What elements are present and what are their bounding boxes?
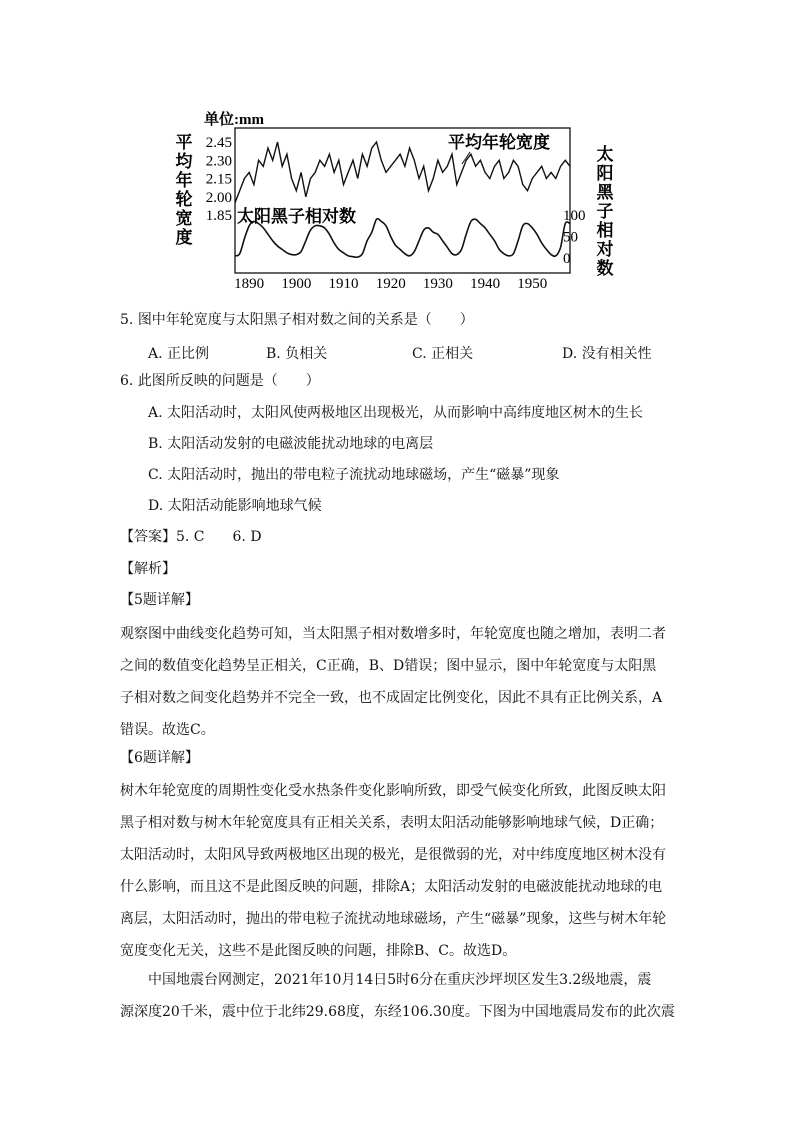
y-right-tick-label: 100: [563, 208, 586, 224]
text-line: 黑子相对数与树木年轮宽度具有正相关关系，表明太阳活动能够影响地球气候，D正确；: [120, 815, 664, 831]
tree-ring-annotation: 平均年轮宽度: [448, 133, 550, 153]
y-left-tick-label: 2.00: [205, 189, 232, 206]
text-line: 之间的数值变化趋势呈正相关，C正确，B、D错误；图中显示，图中年轮宽度与太阳黑: [120, 658, 657, 674]
option-b: B. 太阳活动发射的电磁波能扰动地球的电离层: [148, 436, 434, 452]
unit-label: 单位:mm: [204, 112, 264, 128]
sunspot-annotation: 太阳黑子相对数: [237, 207, 356, 227]
text-line: 离层，太阳活动时，抛出的带电粒子流扰动地球磁场，产生“磁暴”现象，这些与树木年轮: [120, 911, 667, 927]
y-left-tick-label: 1.85: [205, 208, 232, 224]
right-axis-label: [597, 144, 615, 279]
y-right-label-char: 对: [596, 240, 614, 260]
y-left-tick-label: 2.30: [205, 153, 232, 170]
text-line: 源深度20千米，震中位于北纬29.68度，东经106.30度。下图为中国地震局发布的此次震: [120, 1004, 675, 1020]
option-c: C. 太阳活动时，抛出的带电粒子流扰动地球磁场，产生“磁暴”现象: [148, 467, 560, 483]
x-tick-labels: [234, 276, 547, 290]
text-line: 观察图中曲线变化趋势可知，当太阳黑子相对数增多时，年轮宽度也随之增加，表明二者: [120, 626, 666, 642]
option-a: A. 正比例: [148, 346, 210, 362]
y-left-label-char: 均: [175, 152, 193, 172]
y-left-label-char: 年: [175, 171, 193, 191]
text-line: 树木年轮宽度的周期性变化受水热条件变化影响所致，即受气候变化所致，此图反映太阳: [120, 783, 666, 799]
text-line: 子相对数之间变化趋势并不完全一致，也不成固定比例变化，因此不具有正比例关系，A: [120, 690, 663, 706]
question-text: 图中年轮宽度与太阳黑子相对数之间的关系是（ ）: [137, 312, 474, 328]
x-tick-label: 1950: [517, 276, 548, 290]
y-right-label-char: 子: [596, 202, 614, 222]
question-6: [120, 374, 320, 388]
detail-6-label: 【6题详解】: [120, 750, 199, 766]
text-line: 宽度变化无关，这些不是此图反映的问题，排除B、C。故选D。: [120, 943, 517, 959]
x-tick-label: 1910: [328, 276, 359, 290]
y-right-tick-label: 50: [563, 229, 578, 246]
question-number: 5.: [120, 312, 134, 328]
right-tick-labels: [563, 208, 586, 267]
option-d: D. 太阳活动能影响地球气候: [148, 498, 322, 514]
option-c: C. 正相关: [412, 346, 474, 362]
detail-6-text: [120, 775, 680, 967]
x-tick-label: 1920: [375, 276, 406, 290]
y-right-tick-label: 0: [563, 251, 571, 267]
left-tick-labels: [206, 135, 232, 224]
question-text: 此图所反映的问题是（ ）: [137, 373, 320, 389]
option-a: A. 太阳活动时，太阳风使两极地区出现极光，从而影响中高纬度地区树木的生长: [148, 405, 644, 421]
option-d: D. 没有相关性: [562, 346, 652, 362]
answer-line: 【答案】5. C 6. D: [120, 529, 262, 545]
tree-ring-sunspot-chart: [170, 100, 650, 290]
y-right-label-char: 太: [596, 145, 614, 165]
y-right-label-char: 黑: [596, 183, 614, 203]
x-tick-label: 1930: [422, 276, 453, 290]
analysis-label: 【解析】: [120, 561, 176, 577]
y-left-label-char: 宽: [175, 209, 193, 229]
option-b: B. 负相关: [266, 346, 328, 362]
left-axis-label: [176, 132, 194, 248]
text-line: 错误。故选C。: [120, 722, 215, 738]
y-right-label-char: 相: [596, 221, 614, 241]
x-tick-label: 1890: [234, 276, 265, 290]
text-line: 太阳活动时，太阳风导致两极地区出现的极光，是很微弱的光，对中纬度度地区树木没有: [120, 847, 666, 863]
y-left-tick-label: 2.45: [205, 135, 232, 151]
y-left-tick-label: 2.15: [205, 171, 232, 188]
y-left-label-char: 度: [175, 228, 193, 248]
x-tick-label: 1900: [281, 276, 312, 290]
y-left-label-char: 平: [175, 133, 193, 153]
question-5: [120, 313, 474, 327]
y-right-label-char: 数: [596, 259, 614, 279]
text-line: 什么影响，而且这不是此图反映的问题，排除A；太阳活动发射的电磁波能扰动地球的电: [120, 879, 663, 895]
detail-5-text: [120, 618, 680, 746]
y-right-label-char: 阳: [596, 164, 614, 184]
question-number: 6.: [120, 373, 134, 389]
next-question-intro: [120, 964, 680, 1028]
detail-5-label: 【5题详解】: [120, 592, 199, 608]
x-tick-label: 1940: [470, 276, 501, 290]
y-left-label-char: 轮: [175, 190, 193, 210]
text-line: 中国地震台网测定，2021年10月14日5时6分在重庆沙坪坝区发生3.2级地震，震: [120, 972, 652, 988]
